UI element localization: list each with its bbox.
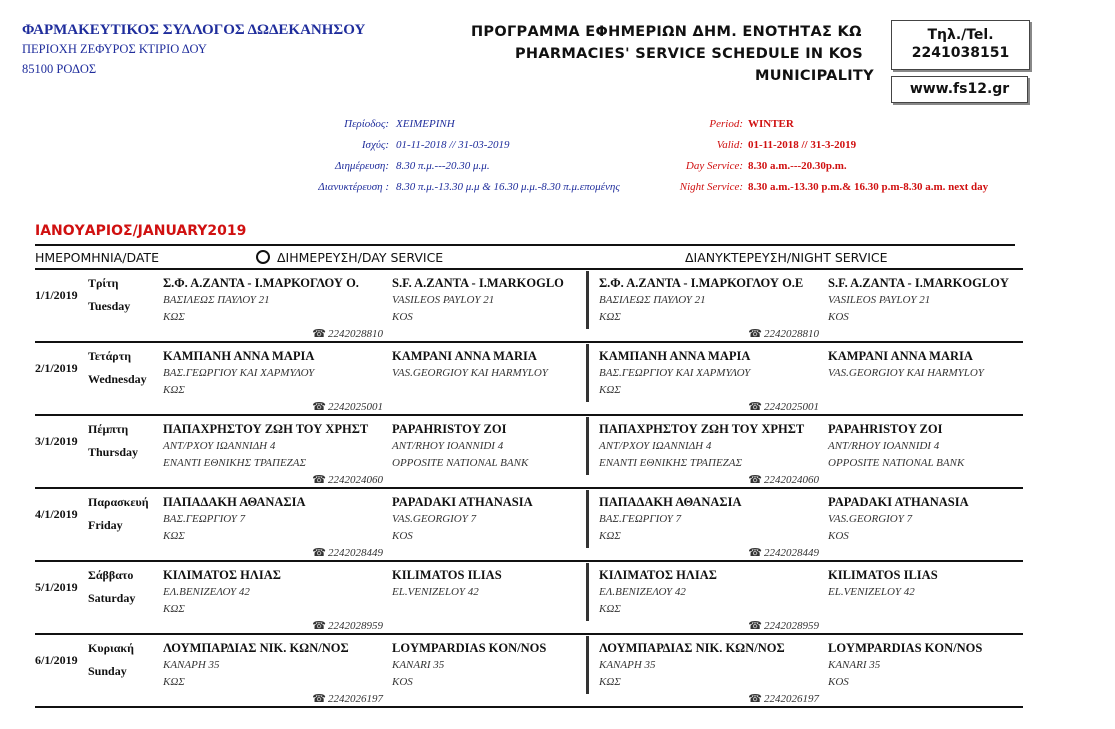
day-phone[interactable] [312, 473, 383, 486]
day-service-column-header: ΔΙΗΜΕΡΕΥΣΗ/DAY SERVICE [277, 250, 444, 265]
phone-icon: ☎ [748, 547, 762, 559]
row-day-name-en: Sunday [88, 664, 127, 678]
night-address-en-line2: KOS [828, 530, 849, 542]
row-separator [35, 268, 1023, 270]
night-phone[interactable] [748, 327, 819, 340]
organization-name: ΦΑΡΜΑΚΕΥΤΙΚΟΣ ΣΥΛΛΟΓΟΣ ΔΩΔΕΚΑΝΗΣΟΥ [22, 22, 366, 38]
day-pharmacy-name-en: KILIMATOS ILIAS [392, 568, 502, 582]
day-pharmacy-name-en: LOYMPARDIAS KON/NOS [392, 641, 547, 655]
day-phone[interactable] [312, 327, 383, 340]
night-address-gr-line1: ΑΝΤ/ΡΧΟΥ ΙΩΑΝΝΙΔΗ 4 [599, 440, 712, 452]
period-label-en: Period: [709, 118, 743, 130]
night-pharmacy-name-en: KAMPANI ANNA MARIA [828, 349, 973, 363]
phone-icon: ☎ [748, 401, 762, 413]
night-service-value-gr: 8.30 π.μ.-13.30 μ.μ & 16.30 μ.μ.-8.30 π.μ.επομένης [396, 181, 620, 193]
row-day-name-gr: Σάββατο [88, 568, 134, 582]
day-pharmacy-name-gr: ΛΟΥΜΠΑΡΔΙΑΣ ΝΙΚ. ΚΩΝ/ΝΟΣ [163, 641, 349, 655]
night-address-gr-line2: ΚΩΣ [599, 676, 621, 688]
night-pharmacy-name-gr: ΠΑΠΑΧΡΗΣΤΟΥ ΖΩΗ ΤΟΥ ΧΡΗΣΤ [599, 422, 805, 436]
title-greek: ΠΡΟΓΡΑΜΜΑ ΕΦΗΜΕΡΙΩΝ ΔΗΜ. ΕΝΟΤΗΤΑΣ ΚΩ [471, 24, 862, 40]
title-english: PHARMACIES' SERVICE SCHEDULE IN KOS [515, 46, 863, 62]
day-pharmacy-name-en: S.F. A.ZANTA - I.MARKOGLO [392, 276, 564, 290]
night-phone[interactable] [748, 473, 819, 486]
day-address-en-line2: KOS [392, 676, 413, 688]
night-pharmacy-name-gr: ΚΙΛΙΜΑΤΟΣ ΗΛΙΑΣ [599, 568, 717, 582]
day-pharmacy-name-gr: ΠΑΠΑΔΑΚΗ ΑΘΑΝΑΣΙΑ [163, 495, 306, 509]
night-address-en-line1: VAS.GEORGIOY KAI HARMYLOY [828, 367, 984, 379]
night-pharmacy-name-en: KILIMATOS ILIAS [828, 568, 938, 582]
day-pharmacy-name-gr: Σ.Φ. Α.ΖΑΝΤΑ - Ι.ΜΑΡΚΟΓΛΟΥ Ο. [163, 276, 359, 290]
night-address-gr-line2: ΚΩΣ [599, 311, 621, 323]
row-date: 3/1/2019 [35, 434, 78, 448]
website-link[interactable]: www.fs12.gr [909, 81, 1010, 97]
row-day-name-en: Thursday [88, 445, 139, 459]
row-day-name-gr: Τρίτη [88, 276, 119, 290]
phone-icon: ☎ [312, 328, 326, 340]
day-service-value-gr: 8.30 π.μ.---20.30 μ.μ. [396, 160, 490, 172]
day-phone[interactable] [312, 692, 383, 705]
night-pharmacy-name-en: PAPADAKI ATHANASIA [828, 495, 969, 509]
day-pharmacy-name-gr: ΠΑΠΑΧΡΗΣΤΟΥ ΖΩΗ ΤΟΥ ΧΡΗΣΤ [163, 422, 369, 436]
row-day-name-en: Saturday [88, 591, 136, 605]
night-phone-number: 2242028810 [764, 328, 819, 340]
night-address-en-line2: KOS [828, 676, 849, 688]
day-address-en-line2: KOS [392, 311, 413, 323]
day-address-gr-line1: ΒΑΣΙΛΕΩΣ ΠΑΥΛΟΥ 21 [163, 294, 270, 306]
night-pharmacy-name-gr: ΛΟΥΜΠΑΡΔΙΑΣ ΝΙΚ. ΚΩΝ/ΝΟΣ [599, 641, 785, 655]
valid-label-en: Valid: [716, 139, 743, 151]
row-day-name-en: Wednesday [88, 372, 147, 386]
header-top-rule [35, 244, 1015, 246]
night-address-en-line1: KANARI 35 [828, 659, 881, 671]
night-address-en-line2: OPPOSITE NATIONAL BANK [828, 457, 965, 469]
valid-value-en: 01-11-2018 // 31-3-2019 [748, 139, 857, 151]
night-pharmacy-name-gr: ΚΑΜΠΑΝΗ ΑΝΝΑ ΜΑΡΙΑ [599, 349, 751, 363]
day-address-gr-line1: ΑΝΤ/ΡΧΟΥ ΙΩΑΝΝΙΔΗ 4 [163, 440, 276, 452]
night-address-gr-line1: ΒΑΣΙΛΕΩΣ ΠΑΥΛΟΥ 21 [599, 294, 706, 306]
row-separator [35, 414, 1023, 416]
night-address-en-line1: VAS.GEORGIOY 7 [828, 513, 913, 525]
day-service-value-en: 8.30 a.m.---20.30p.m. [748, 160, 847, 172]
day-address-en-line1: VAS.GEORGIOY 7 [392, 513, 477, 525]
website-box [891, 76, 1028, 103]
night-address-en-line1: ANT/RHOY IOANNIDI 4 [828, 440, 940, 452]
day-address-en-line1: KANARI 35 [392, 659, 445, 671]
phone-icon: ☎ [312, 547, 326, 559]
phone-icon: ☎ [312, 693, 326, 705]
column-divider [586, 636, 589, 694]
day-phone-number: 2242028810 [328, 328, 383, 340]
night-service-column-header: ΔΙΑΝΥΚΤΕΡΕΥΣΗ/NIGHT SERVICE [685, 250, 888, 265]
day-address-gr-line1: ΚΑΝΑΡΗ 35 [163, 659, 220, 671]
organization-city: 85100 ΡΟΔΟΣ [22, 62, 97, 76]
night-phone-number: 2242028959 [764, 620, 819, 632]
day-phone[interactable] [312, 619, 383, 632]
day-phone[interactable] [312, 400, 383, 413]
day-address-gr-line1: ΒΑΣ.ΓΕΩΡΓΙΟΥ 7 [163, 513, 246, 525]
day-address-en-line1: VASILEOS PAYLOY 21 [392, 294, 495, 306]
row-date: 5/1/2019 [35, 580, 78, 594]
night-address-gr-line2: ΕΝΑΝΤΙ ΕΘΝΙΚΗΣ ΤΡΑΠΕΖΑΣ [599, 457, 743, 469]
day-address-gr-line1: ΒΑΣ.ΓΕΩΡΓΙΟΥ ΚΑΙ ΧΑΡΜΥΛΟΥ [163, 367, 315, 379]
day-phone-number: 2242025001 [328, 401, 383, 413]
night-phone[interactable] [748, 692, 819, 705]
row-date: 4/1/2019 [35, 507, 78, 521]
column-divider [586, 563, 589, 621]
phone-icon: ☎ [748, 474, 762, 486]
phone-icon: ☎ [312, 620, 326, 632]
month-heading: ΙΑΝΟΥΑΡΙΟΣ/JANUARY2019 [35, 223, 247, 239]
night-address-gr-line2: ΚΩΣ [599, 530, 621, 542]
day-service-label-gr: Διημέρευση: [334, 160, 389, 172]
table-bottom-rule [35, 706, 1023, 708]
day-address-gr-line2: ΚΩΣ [163, 311, 185, 323]
valid-value-gr: 01-11-2018 // 31-03-2019 [396, 139, 510, 151]
day-pharmacy-name-gr: ΚΙΛΙΜΑΤΟΣ ΗΛΙΑΣ [163, 568, 281, 582]
title-english-continued: MUNICIPALITY [755, 68, 874, 84]
circle-icon [256, 250, 270, 264]
day-address-gr-line2: ΚΩΣ [163, 384, 185, 396]
day-address-en-line2: KOS [392, 530, 413, 542]
phone-icon: ☎ [748, 620, 762, 632]
phone-icon: ☎ [312, 474, 326, 486]
telephone-number: 2241038151 [911, 45, 1010, 61]
night-address-en-line1: EL.VENIZELOY 42 [828, 586, 915, 598]
row-separator [35, 487, 1023, 489]
phone-icon: ☎ [312, 401, 326, 413]
day-address-gr-line2: ΕΝΑΝΤΙ ΕΘΝΙΚΗΣ ΤΡΑΠΕΖΑΣ [163, 457, 307, 469]
row-separator [35, 633, 1023, 635]
day-address-gr-line2: ΚΩΣ [163, 603, 185, 615]
night-service-label-gr: Διανυκτέρευση : [318, 181, 389, 193]
row-date: 6/1/2019 [35, 653, 78, 667]
valid-label-gr: Ισχύς: [361, 139, 389, 151]
day-pharmacy-name-en: PAPAHRISTOY ZOI [392, 422, 507, 436]
night-address-gr-line1: ΕΛ.ΒΕΝΙΖΕΛΟΥ 42 [599, 586, 686, 598]
night-phone-number: 2242026197 [764, 693, 819, 705]
row-date: 1/1/2019 [35, 288, 78, 302]
night-pharmacy-name-en: S.F. A.ZANTA - I.MARKOGLOY [828, 276, 1009, 290]
day-phone-number: 2242024060 [328, 474, 383, 486]
night-phone-number: 2242025001 [764, 401, 819, 413]
row-date: 2/1/2019 [35, 361, 78, 375]
column-divider [586, 344, 589, 402]
night-service-label-en: Night Service: [679, 181, 743, 193]
day-address-gr-line1: ΕΛ.ΒΕΝΙΖΕΛΟΥ 42 [163, 586, 250, 598]
row-day-name-en: Tuesday [88, 299, 131, 313]
night-address-gr-line1: ΚΑΝΑΡΗ 35 [599, 659, 656, 671]
row-day-name-en: Friday [88, 518, 123, 532]
day-address-gr-line2: ΚΩΣ [163, 530, 185, 542]
night-address-en-line2: KOS [828, 311, 849, 323]
telephone-box [891, 20, 1030, 70]
column-divider [586, 271, 589, 329]
day-phone-number: 2242028959 [328, 620, 383, 632]
night-pharmacy-name-gr: ΠΑΠΑΔΑΚΗ ΑΘΑΝΑΣΙΑ [599, 495, 742, 509]
night-service-value-en: 8.30 a.m.-13.30 p.m.& 16.30 p.m-8.30 a.m. next day [748, 181, 989, 193]
night-pharmacy-name-en: LOYMPARDIAS KON/NOS [828, 641, 983, 655]
day-phone[interactable] [312, 546, 383, 559]
row-day-name-gr: Πέμπτη [88, 422, 129, 436]
night-address-gr-line2: ΚΩΣ [599, 603, 621, 615]
day-service-label-en: Day Service: [685, 160, 743, 172]
organization-address: ΠΕΡΙΟΧΗ ΖΕΦΥΡΟΣ ΚΤΙΡΙΟ ΔΟΥ [22, 42, 207, 56]
day-phone-number: 2242026197 [328, 693, 383, 705]
day-address-gr-line2: ΚΩΣ [163, 676, 185, 688]
column-divider [586, 417, 589, 475]
row-day-name-gr: Κυριακή [88, 641, 134, 655]
period-value-gr: ΧΕΙΜΕΡΙΝΗ [396, 118, 455, 130]
night-address-en-line1: VASILEOS PAYLOY 21 [828, 294, 931, 306]
day-pharmacy-name-en: KAMPANI ANNA MARIA [392, 349, 537, 363]
row-day-name-gr: Παρασκευή [88, 495, 149, 509]
night-phone[interactable] [748, 619, 819, 632]
night-address-gr-line2: ΚΩΣ [599, 384, 621, 396]
night-phone[interactable] [748, 400, 819, 413]
row-separator [35, 560, 1023, 562]
period-label-gr: Περίοδος: [344, 118, 389, 130]
day-pharmacy-name-gr: ΚΑΜΠΑΝΗ ΑΝΝΑ ΜΑΡΙΑ [163, 349, 315, 363]
day-address-en-line1: ANT/RHOY IOANNIDI 4 [392, 440, 504, 452]
day-address-en-line1: VAS.GEORGIOY KAI HARMYLOY [392, 367, 548, 379]
night-pharmacy-name-gr: Σ.Φ. Α.ΖΑΝΤΑ - Ι.ΜΑΡΚΟΓΛΟΥ Ο.Ε [599, 276, 804, 290]
day-address-en-line2: OPPOSITE NATIONAL BANK [392, 457, 529, 469]
phone-icon: ☎ [748, 328, 762, 340]
row-separator [35, 341, 1023, 343]
night-address-gr-line1: ΒΑΣ.ΓΕΩΡΓΙΟΥ 7 [599, 513, 682, 525]
night-address-gr-line1: ΒΑΣ.ΓΕΩΡΓΙΟΥ ΚΑΙ ΧΑΡΜΥΛΟΥ [599, 367, 751, 379]
night-pharmacy-name-en: PAPAHRISTOY ZOI [828, 422, 943, 436]
telephone-label: Τηλ./Tel. [927, 27, 994, 43]
period-value-en: WINTER [748, 118, 794, 130]
column-divider [586, 490, 589, 548]
night-phone-number: 2242028449 [764, 547, 819, 559]
day-phone-number: 2242028449 [328, 547, 383, 559]
night-phone[interactable] [748, 546, 819, 559]
date-column-header: ΗΜΕΡΟΜΗΝΙΑ/DATE [35, 250, 159, 265]
day-address-en-line1: EL.VENIZELOY 42 [392, 586, 479, 598]
day-pharmacy-name-en: PAPADAKI ATHANASIA [392, 495, 533, 509]
row-day-name-gr: Τετάρτη [88, 349, 132, 363]
night-phone-number: 2242024060 [764, 474, 819, 486]
phone-icon: ☎ [748, 693, 762, 705]
